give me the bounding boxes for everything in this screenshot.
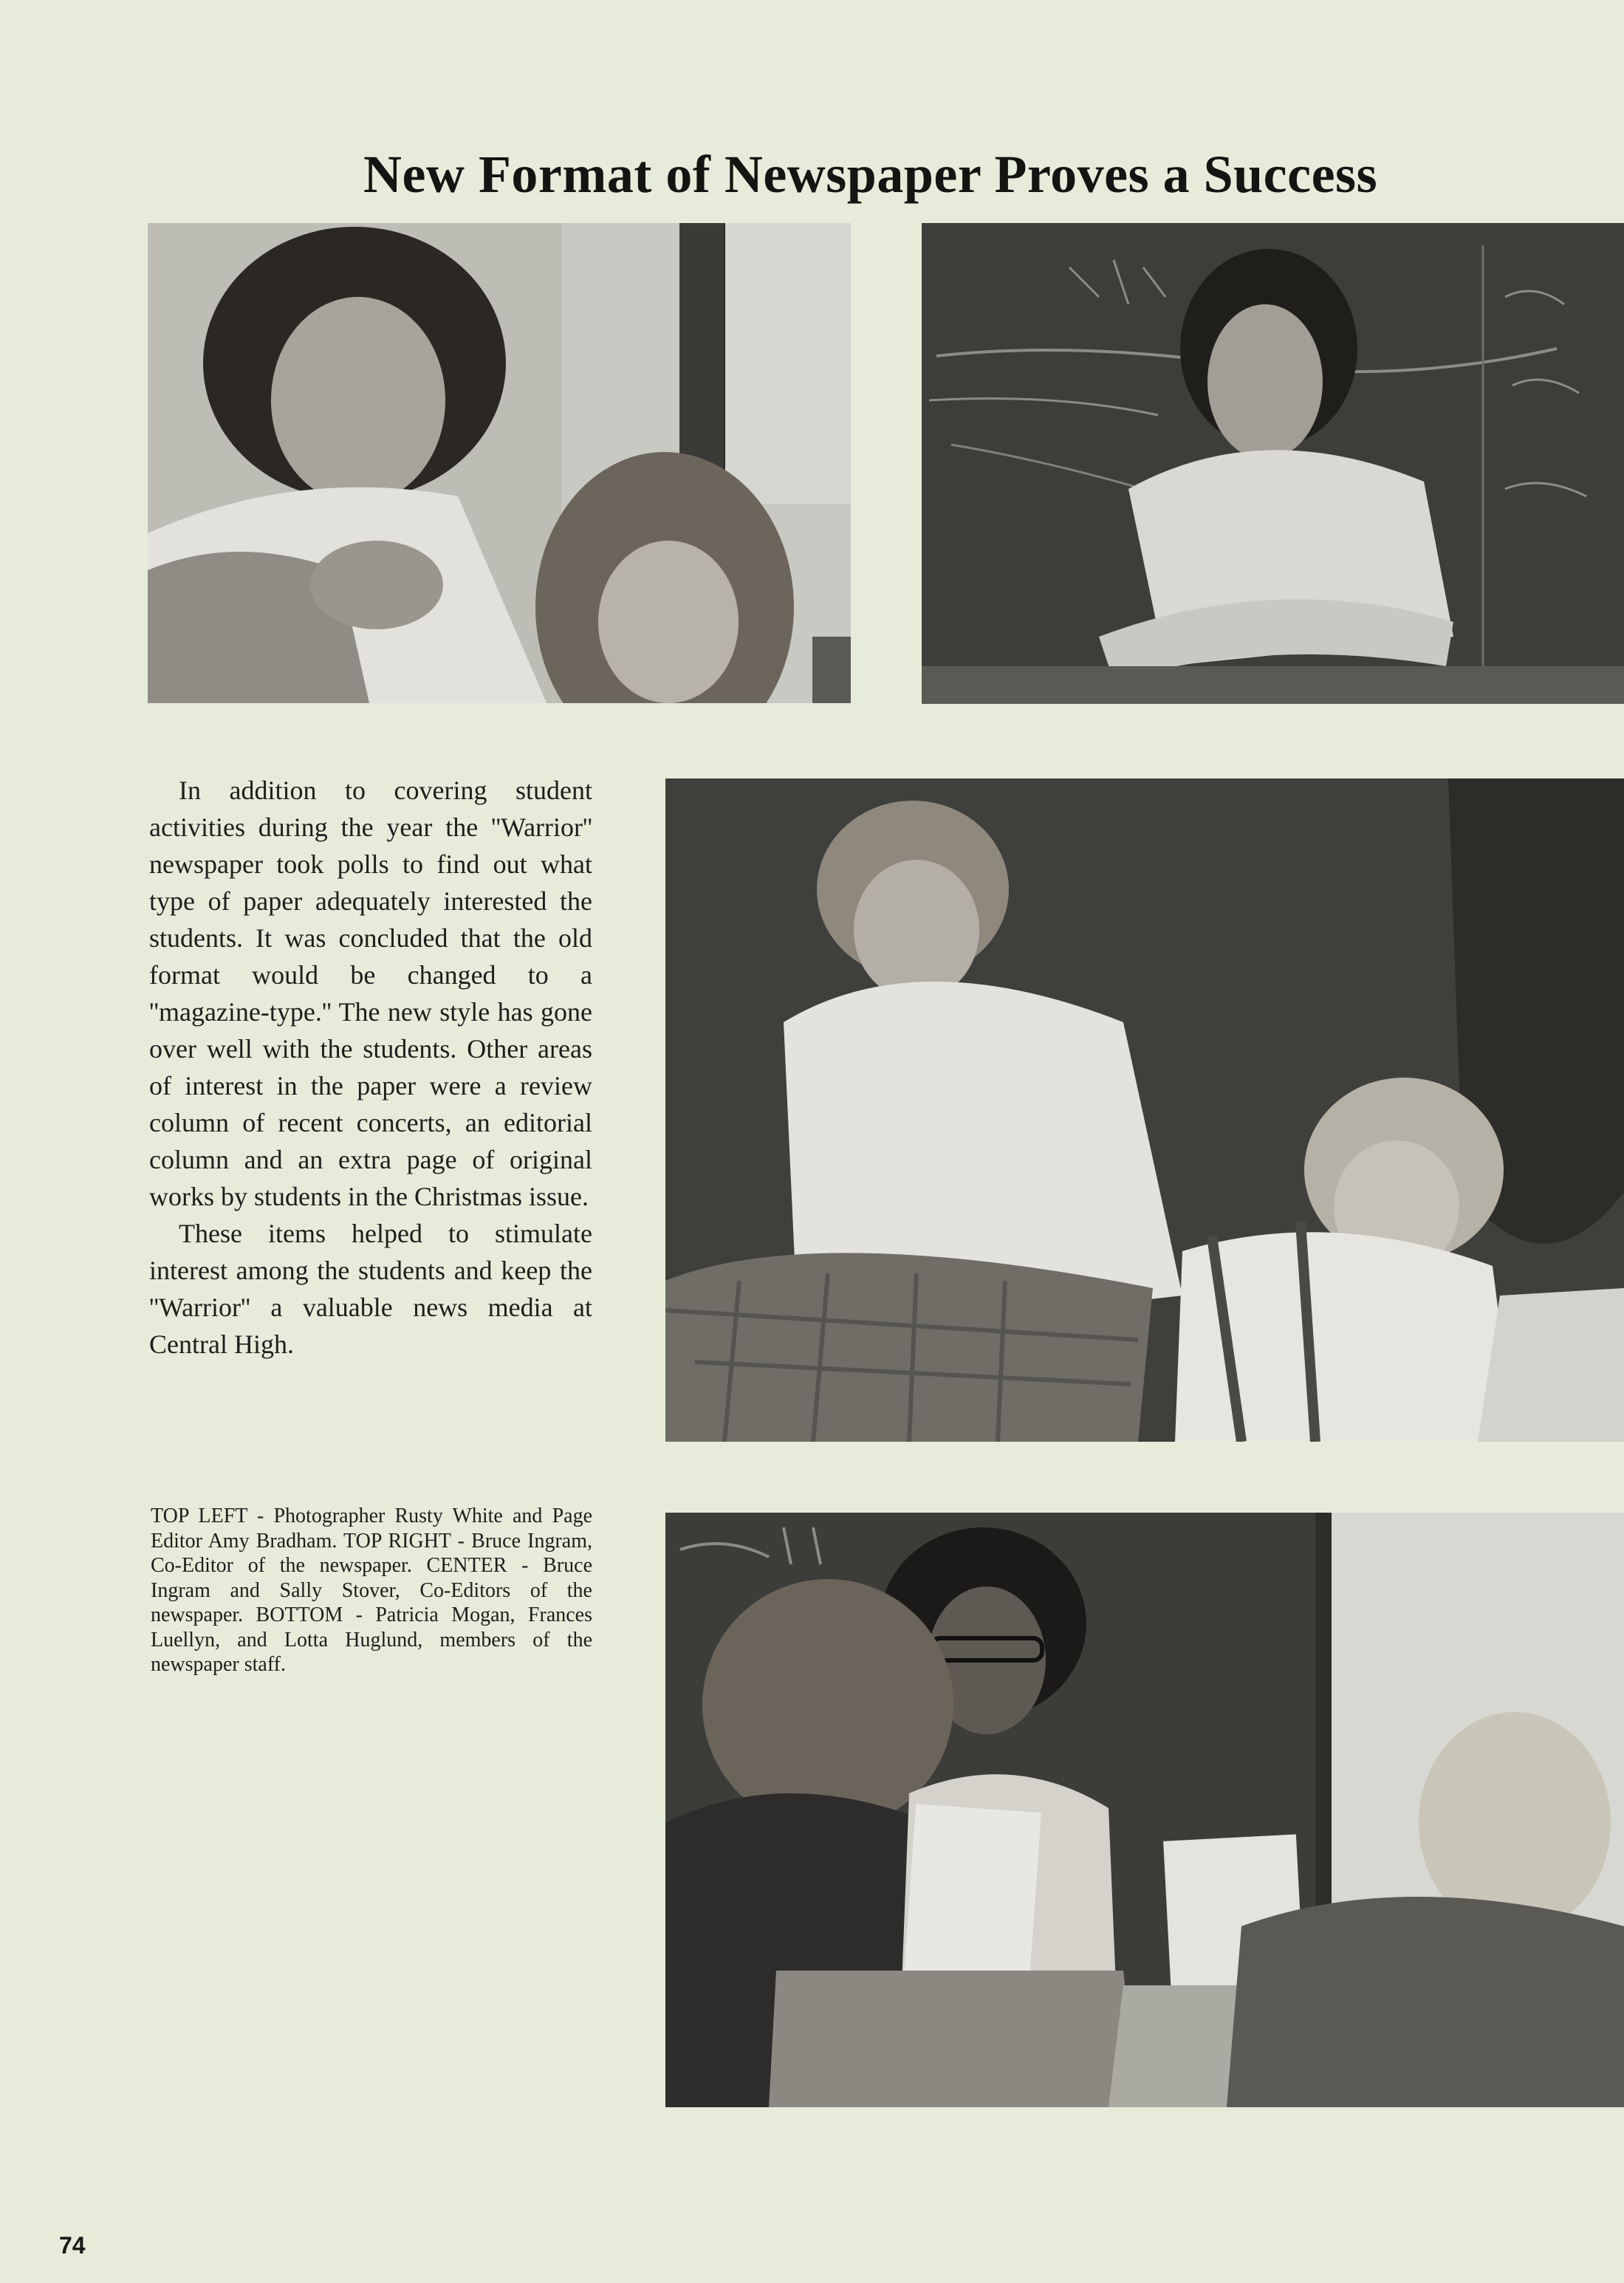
photo-caption: TOP LEFT - Photographer Rusty White and Page Editor Amy Bradham. TOP RIGHT - Bruce Ingram, Co-Editor of the newspaper. CENTER - Bruce Ingram and Sally Stover, Co-Editors of the newspaper. BOTTOM - Patricia Mogan, Frances Luellyn, and Lotta Huglund, members of the newspaper staff. — [151, 1505, 592, 1676]
article-paragraph-2: These items helped to stimulate interest among the students and keep the ''Warrior'' a valuable news media at Central High. — [149, 1219, 592, 1359]
article-body — [149, 772, 592, 1363]
page-number: 74 — [59, 2232, 86, 2259]
photo-bottom — [665, 1513, 1624, 2107]
photo-top-left — [148, 223, 851, 703]
article-paragraph-1: In addition to covering student activities during the year the ''Warrior'' newspaper took polls to find out what type of paper adequately interested the students. It was concluded that the old format would be changed to a ''magazine-type.'' The new style has gone over well with the students. Other areas of interest in the paper were a review column of recent concerts, an editorial column and an extra page of original works by students in the Christmas issue. — [149, 776, 592, 1211]
photo-center — [665, 778, 1624, 1442]
page-title: New Format of Newspaper Proves a Success — [363, 145, 1378, 204]
photo-top-right — [922, 223, 1624, 704]
